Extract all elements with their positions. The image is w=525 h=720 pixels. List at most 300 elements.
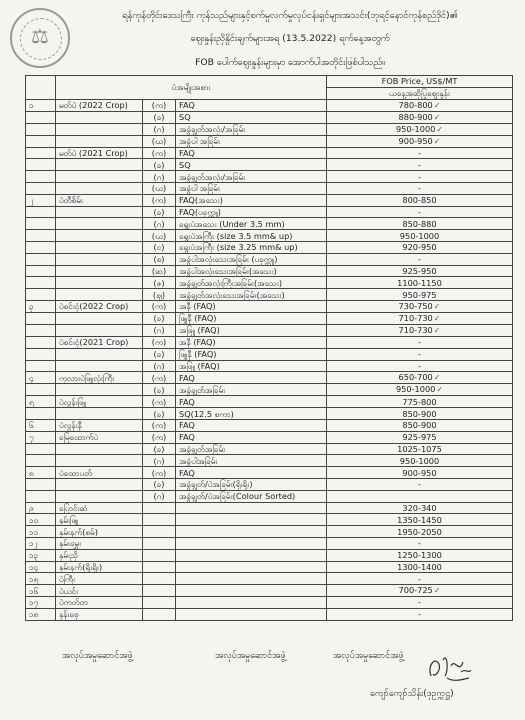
row-mark-text: (က) xyxy=(151,147,167,158)
row-price-text: 920-950 xyxy=(402,242,437,253)
row-price-text: - xyxy=(418,479,421,490)
row-grade-text: ရွေးပဲအကြီး (size 3.25 mm& up) xyxy=(179,242,298,253)
row-price-text: 880-900 xyxy=(398,111,433,122)
row-mark xyxy=(143,277,176,289)
row-item-text: နှမ်းဖြူ xyxy=(59,514,79,525)
row-number xyxy=(26,455,56,467)
row-price-text: - xyxy=(418,159,421,170)
row-number xyxy=(26,230,56,242)
row-number-text: ၁၂ xyxy=(29,538,38,549)
row-mark xyxy=(143,348,176,360)
row-number xyxy=(26,514,56,526)
row-number xyxy=(26,300,56,312)
row-price xyxy=(327,218,513,230)
row-price-text: - xyxy=(418,147,421,158)
row-item-text: ပြောင်းဆံ xyxy=(59,502,88,513)
row-number xyxy=(26,585,56,597)
row-number-text: ၁ xyxy=(29,100,34,111)
row-grade xyxy=(176,478,327,490)
row-item xyxy=(56,585,143,597)
row-number xyxy=(26,324,56,336)
row-price-text: 1025-1075 xyxy=(397,443,442,454)
row-item xyxy=(56,111,143,123)
row-price xyxy=(327,561,513,573)
row-number-text: ၁၁ xyxy=(29,526,39,537)
row-price xyxy=(327,194,513,206)
row-item xyxy=(56,608,143,620)
row-item xyxy=(56,372,143,384)
row-number xyxy=(26,253,56,265)
column-header-price: FOB Price, US$/MT xyxy=(327,76,513,88)
check-mark-icon: ✓ xyxy=(436,385,444,395)
row-mark xyxy=(143,597,176,609)
row-number xyxy=(26,443,56,455)
row-number xyxy=(26,182,56,194)
row-grade xyxy=(176,348,327,360)
row-mark xyxy=(143,312,176,324)
row-number xyxy=(26,419,56,431)
row-number xyxy=(26,360,56,372)
row-price xyxy=(327,443,513,455)
row-grade-text: SQ xyxy=(179,112,191,123)
row-mark xyxy=(143,241,176,253)
row-mark-text: (ခ) xyxy=(153,159,165,170)
row-number xyxy=(26,289,56,301)
row-price xyxy=(327,455,513,467)
row-number xyxy=(26,147,56,159)
row-number-text: ၉ xyxy=(29,502,34,513)
row-number xyxy=(26,384,56,396)
row-price-text: 1250-1300 xyxy=(397,550,442,561)
row-price xyxy=(327,277,513,289)
row-item xyxy=(56,206,143,218)
row-grade xyxy=(176,253,327,265)
row-grade xyxy=(176,408,327,420)
row-grade xyxy=(176,218,327,230)
row-price-text: 1350-1450 xyxy=(397,514,442,525)
row-grade-text: အခွံချွတ်/ပဲအခြမ်း(ရိုးရိုး) xyxy=(179,479,253,490)
row-price xyxy=(327,360,513,372)
row-item-text: ပဲထောပတ် xyxy=(59,467,93,478)
row-price-text: 700-725 xyxy=(398,585,433,596)
table-row xyxy=(26,300,513,312)
row-grade xyxy=(176,549,327,561)
row-mark-text: (က) xyxy=(151,195,167,206)
row-price-text: - xyxy=(418,609,421,620)
row-number xyxy=(26,206,56,218)
row-price xyxy=(327,419,513,431)
table-row xyxy=(26,419,513,431)
row-item xyxy=(56,253,143,265)
row-price xyxy=(327,171,513,183)
row-grade-text: FAQ xyxy=(179,396,195,407)
row-item-text: မတ်ပဲ (2021 Crop) xyxy=(59,147,128,158)
row-item xyxy=(56,159,143,171)
row-grade-text: အခွံချွတ်အလုံးသေးအခြမ်း(အသေး) xyxy=(179,289,285,300)
row-mark xyxy=(143,230,176,242)
table-row xyxy=(26,408,513,420)
row-number xyxy=(26,241,56,253)
row-item-text: ပဲလွန်းနီ xyxy=(59,420,82,431)
row-price-text: 900-950 xyxy=(402,467,437,478)
row-item xyxy=(56,182,143,194)
row-mark xyxy=(143,99,176,111)
row-price xyxy=(327,478,513,490)
row-number xyxy=(26,312,56,324)
column-header-item: ပဲအမျိုးအစား xyxy=(56,76,327,100)
row-mark xyxy=(143,573,176,585)
row-price xyxy=(327,384,513,396)
row-price xyxy=(327,312,513,324)
table-row xyxy=(26,360,513,372)
row-price-text: 650-700 xyxy=(398,372,433,383)
row-item xyxy=(56,419,143,431)
row-grade-text: FAQ xyxy=(179,100,195,111)
row-grade xyxy=(176,384,327,396)
row-price xyxy=(327,147,513,159)
row-grade xyxy=(176,324,327,336)
row-grade xyxy=(176,277,327,289)
row-mark-text: (ခ) xyxy=(153,349,165,360)
row-item xyxy=(56,265,143,277)
row-mark-text: (ခ) xyxy=(153,443,165,454)
row-number-text: ၂ xyxy=(29,195,34,206)
signatory-name: ကျော်ကျော်သိန်း(ဒုဥက္ကဋ္ဌ) xyxy=(370,689,454,699)
row-price xyxy=(327,526,513,538)
row-price-text: 850-900 xyxy=(402,408,437,419)
row-price-text: - xyxy=(418,171,421,182)
row-grade xyxy=(176,490,327,502)
row-item xyxy=(56,324,143,336)
row-grade-text: အနီ (FAQ) xyxy=(179,337,216,348)
row-grade xyxy=(176,443,327,455)
row-price-text: 710-730 xyxy=(398,312,433,323)
row-number-text: ၃ xyxy=(29,301,34,312)
row-number-text: ၅ xyxy=(29,396,34,407)
row-grade-text: အခွံချွတ်အခြမ်း xyxy=(179,384,226,395)
table-row xyxy=(26,537,513,549)
row-grade xyxy=(176,526,327,538)
row-number xyxy=(26,561,56,573)
row-mark-text: (က) xyxy=(151,420,167,431)
row-mark xyxy=(143,206,176,218)
row-mark xyxy=(143,324,176,336)
table-row xyxy=(26,585,513,597)
check-mark-icon: ✓ xyxy=(433,136,441,146)
table-row xyxy=(26,218,513,230)
row-mark-text: (ခ) xyxy=(153,313,165,324)
row-price xyxy=(327,514,513,526)
row-price-text: 1100-1150 xyxy=(397,277,442,288)
table-row xyxy=(26,431,513,443)
table-row xyxy=(26,443,513,455)
row-number xyxy=(26,526,56,538)
row-price xyxy=(327,537,513,549)
row-price xyxy=(327,123,513,135)
check-mark-icon: ✓ xyxy=(433,313,441,323)
row-item-text: ကုလားပဲဖြူလုံးကြီး xyxy=(59,372,115,383)
row-price-text: 780-800 xyxy=(398,99,433,110)
row-number xyxy=(26,135,56,147)
row-item xyxy=(56,514,143,526)
row-mark xyxy=(143,467,176,479)
table-row xyxy=(26,348,513,360)
signature-left: အလုပ်အမှုဆောင်အဖွဲ့ xyxy=(62,651,133,661)
row-mark-text: (ခ) xyxy=(153,384,165,395)
row-price-text: - xyxy=(418,597,421,608)
table-row xyxy=(26,147,513,159)
row-price-text: 950-1000 xyxy=(395,384,436,395)
row-number xyxy=(26,597,56,609)
row-item xyxy=(56,348,143,360)
table-row xyxy=(26,241,513,253)
row-grade xyxy=(176,502,327,514)
row-mark-text: (ခ) xyxy=(153,408,165,419)
row-price-text: 775-800 xyxy=(402,396,437,407)
row-number xyxy=(26,99,56,111)
row-item xyxy=(56,171,143,183)
row-grade xyxy=(176,608,327,620)
row-price xyxy=(327,99,513,111)
row-price xyxy=(327,336,513,348)
row-number xyxy=(26,159,56,171)
row-price-text: 1950-2050 xyxy=(397,526,442,537)
row-item-text: မတ်ပဲ (2022 Crop) xyxy=(59,100,128,111)
row-mark xyxy=(143,123,176,135)
row-mark-text: (ခ) xyxy=(153,112,165,123)
row-number xyxy=(26,408,56,420)
row-mark xyxy=(143,455,176,467)
row-item xyxy=(56,312,143,324)
row-mark-text: (ဃ) xyxy=(151,183,167,194)
row-item xyxy=(56,597,143,609)
row-price-text: 950-975 xyxy=(402,289,437,300)
row-grade xyxy=(176,123,327,135)
row-mark-text: (က) xyxy=(151,337,167,348)
row-number xyxy=(26,608,56,620)
row-price xyxy=(327,431,513,443)
row-price xyxy=(327,573,513,585)
row-grade xyxy=(176,573,327,585)
table-row xyxy=(26,490,513,502)
row-number xyxy=(26,537,56,549)
row-item-text: ပဲစင်းငုံ(2021 Crop) xyxy=(59,337,129,348)
table-body xyxy=(26,99,513,620)
row-item-text: နှန်းစေ့ xyxy=(59,609,79,620)
row-item xyxy=(56,289,143,301)
row-grade-text: FAQ xyxy=(179,432,195,443)
row-grade-text: SQ xyxy=(179,159,191,170)
row-grade xyxy=(176,561,327,573)
row-grade xyxy=(176,230,327,242)
row-grade-text: အခွံချွတ်အလုံး/အခြမ်း xyxy=(179,171,246,182)
signature-middle: အလုပ်အမှုဆောင်အဖွဲ့ xyxy=(215,651,286,661)
row-price-text: - xyxy=(418,183,421,194)
table-row xyxy=(26,171,513,183)
table-row xyxy=(26,502,513,514)
row-mark xyxy=(143,585,176,597)
row-number-text: ၁၅ xyxy=(29,573,39,584)
row-item xyxy=(56,241,143,253)
row-number-text: ၁၄ xyxy=(29,561,39,572)
table-row xyxy=(26,526,513,538)
table-row xyxy=(26,265,513,277)
row-mark xyxy=(143,431,176,443)
row-price xyxy=(327,206,513,218)
row-mark xyxy=(143,561,176,573)
row-number xyxy=(26,396,56,408)
row-mark xyxy=(143,289,176,301)
row-item xyxy=(56,194,143,206)
row-item xyxy=(56,408,143,420)
row-mark xyxy=(143,111,176,123)
row-number-text: ၄ xyxy=(29,372,34,383)
row-mark xyxy=(143,135,176,147)
row-mark-text: (စ) xyxy=(153,254,165,265)
row-mark xyxy=(143,265,176,277)
row-grade-text: FAQ(အသေး) xyxy=(179,195,223,206)
row-mark xyxy=(143,147,176,159)
check-mark-icon: ✓ xyxy=(433,301,441,311)
row-grade-text: FAQ xyxy=(179,147,195,158)
table-row xyxy=(26,324,513,336)
row-number xyxy=(26,549,56,561)
row-grade xyxy=(176,206,327,218)
header-line-1: ရန်ကုန်တိုင်းဒေသကြီး ကုန်သည်များနှင့်စက်မှုလက်မှုလုပ်ငန်းရှင်များအသင်း(ဘုရင့်နောင်ကုန်စည်ဒိုင်)၏ xyxy=(122,10,458,21)
row-grade-text: အခွံပါ အခြမ်း xyxy=(179,136,221,147)
row-mark-text: (ခ) xyxy=(153,206,165,217)
row-mark-text: (ဂ) xyxy=(153,455,165,466)
row-mark-text: (ဇ) xyxy=(153,277,165,288)
row-grade xyxy=(176,147,327,159)
row-number-text: ၁၀ xyxy=(29,514,39,525)
row-number xyxy=(26,372,56,384)
table-row xyxy=(26,99,513,111)
row-number xyxy=(26,194,56,206)
row-grade-text: SQ(12.5 စကာ) xyxy=(179,408,234,419)
row-mark xyxy=(143,537,176,549)
row-grade xyxy=(176,431,327,443)
row-mark xyxy=(143,336,176,348)
row-price-text: 320-340 xyxy=(402,502,437,513)
row-item xyxy=(56,360,143,372)
row-price-text: 850-900 xyxy=(402,420,437,431)
table-row xyxy=(26,206,513,218)
row-grade xyxy=(176,182,327,194)
row-price-text: 800-850 xyxy=(402,195,437,206)
row-grade xyxy=(176,419,327,431)
row-price xyxy=(327,348,513,360)
row-price xyxy=(327,467,513,479)
row-grade xyxy=(176,467,327,479)
row-mark xyxy=(143,372,176,384)
row-grade-text: ဖြူနီ (FAQ) xyxy=(179,349,217,360)
row-mark-text: (က) xyxy=(151,467,167,478)
column-header-proposed: ယနေ့အဆိုပြုဈေးနှုန်း xyxy=(327,87,513,99)
row-item-text: မြေထောက်ပဲ xyxy=(59,432,99,443)
row-grade xyxy=(176,514,327,526)
row-mark-text: (က) xyxy=(151,301,167,312)
row-item-text: ပဲကြီး xyxy=(59,573,76,584)
row-item xyxy=(56,123,143,135)
row-grade-text: အခွံပါအခြမ်း xyxy=(179,455,218,466)
table-row xyxy=(26,159,513,171)
row-mark xyxy=(143,526,176,538)
price-table xyxy=(25,75,513,621)
row-item xyxy=(56,467,143,479)
row-grade xyxy=(176,171,327,183)
row-item xyxy=(56,478,143,490)
row-mark-text: (က) xyxy=(151,396,167,407)
row-number xyxy=(26,123,56,135)
row-grade xyxy=(176,455,327,467)
table-row xyxy=(26,573,513,585)
row-price-text: 950-1000 xyxy=(399,230,440,241)
header-line-2: ဈေးနှုန်းညှိနှိုင်းချက်များအရ (13.5.2022) ရက်နေ့အတွက် xyxy=(190,33,390,44)
row-mark xyxy=(143,419,176,431)
row-price xyxy=(327,265,513,277)
row-mark-text: (ဃ) xyxy=(151,136,167,147)
row-price xyxy=(327,230,513,242)
row-grade-text: အခွံချွတ်အခြမ်း xyxy=(179,443,226,454)
row-price xyxy=(327,324,513,336)
row-item xyxy=(56,455,143,467)
association-seal xyxy=(10,8,70,68)
row-grade-text: ရွေးပဲအသေး (Under 3.5 mm) xyxy=(179,218,285,229)
row-item xyxy=(56,561,143,573)
row-number xyxy=(26,467,56,479)
row-grade-text: အဖြူ (FAQ) xyxy=(179,360,220,371)
row-mark xyxy=(143,490,176,502)
row-number-text: ၁၃ xyxy=(29,550,39,561)
row-mark xyxy=(143,608,176,620)
row-number xyxy=(26,573,56,585)
row-grade-text: အခွံပါအလုံးသေးအခြမ်း(အသေး) xyxy=(179,265,277,276)
row-price xyxy=(327,111,513,123)
row-mark xyxy=(143,502,176,514)
row-price xyxy=(327,502,513,514)
table-header-row-1 xyxy=(26,76,513,88)
table-row xyxy=(26,384,513,396)
row-grade xyxy=(176,360,327,372)
row-item-text: ပဲယင်း xyxy=(59,585,79,596)
row-price-text: - xyxy=(418,573,421,584)
row-price xyxy=(327,241,513,253)
row-mark-text: (က) xyxy=(151,372,167,383)
row-grade-text: အခွံချွတ်အလုံး/အခြမ်း xyxy=(179,124,246,135)
row-number xyxy=(26,218,56,230)
table-row xyxy=(26,312,513,324)
row-price-text: 1300-1400 xyxy=(397,561,442,572)
row-number xyxy=(26,111,56,123)
row-mark xyxy=(143,218,176,230)
row-mark xyxy=(143,253,176,265)
row-item xyxy=(56,526,143,538)
table-row xyxy=(26,467,513,479)
row-mark-text: (ဂ) xyxy=(153,360,165,371)
table-row xyxy=(26,372,513,384)
row-number xyxy=(26,490,56,502)
row-price xyxy=(327,408,513,420)
row-grade xyxy=(176,300,327,312)
row-item xyxy=(56,490,143,502)
check-mark-icon: ✓ xyxy=(433,100,441,110)
row-item xyxy=(56,502,143,514)
row-price-text: - xyxy=(418,360,421,371)
row-mark xyxy=(143,171,176,183)
row-price-text: - xyxy=(418,538,421,549)
row-mark xyxy=(143,443,176,455)
